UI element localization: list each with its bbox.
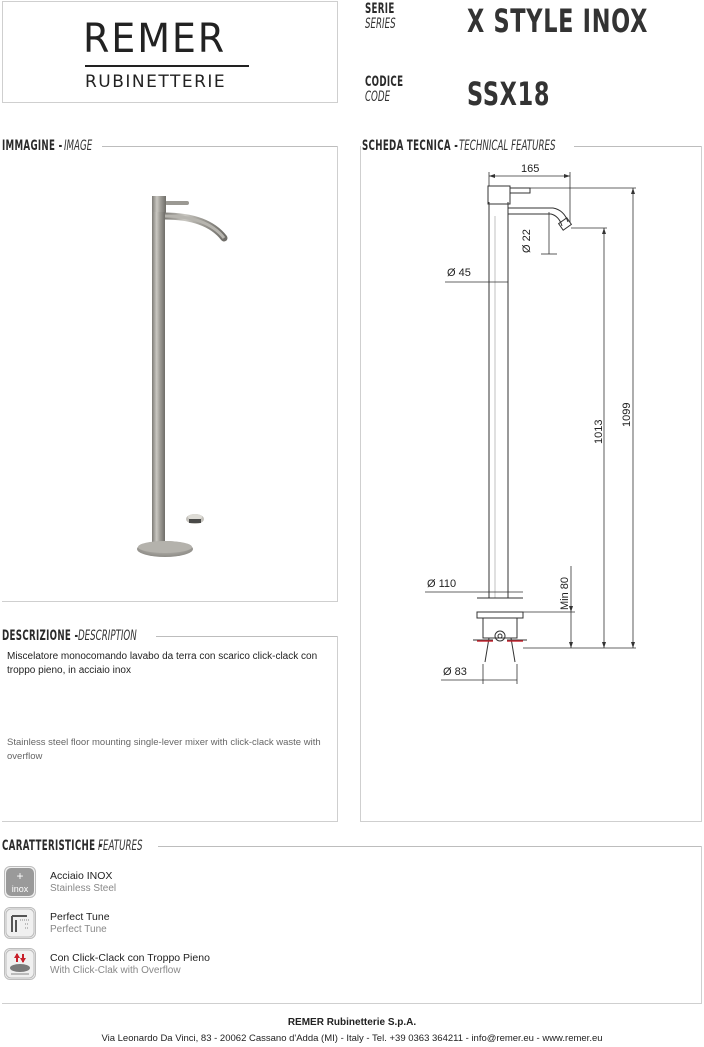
description-it: Miscelatore monocomando lavabo da terra con scarico click-clack con troppo pieno, in acciaio inox [7, 651, 318, 676]
description-box [2, 636, 338, 822]
dim-d110: Ø 110 [427, 578, 457, 590]
description-en: Stainless steel floor mounting single-lever mixer with click-clack waste with overflow [7, 737, 321, 762]
perfect-tune-icon [4, 907, 36, 939]
brand-subtitle: RUBINETTERIE [85, 72, 227, 92]
tech-label-en: TECHNICAL FEATURES [459, 138, 556, 154]
click-clack-icon [4, 948, 36, 980]
image-box [2, 146, 338, 602]
image-label: IMMAGINE - [2, 138, 63, 154]
tech-label: SCHEDA TECNICA - [362, 138, 459, 154]
codice-label: CODICE [365, 74, 404, 90]
serie-value: X STYLE INOX [467, 2, 649, 40]
brand-name: REMER [83, 16, 227, 62]
footer-company: REMER Rubinetterie S.p.A. [287, 1017, 417, 1028]
codice-label-en: CODE [365, 89, 391, 105]
features-label-en: FEATURES [98, 838, 143, 854]
dim-d45: Ø 45 [447, 267, 471, 279]
feature-title: Acciaio INOX [50, 870, 113, 882]
product-photo [2, 146, 338, 602]
inox-icon-text: inox [11, 884, 29, 894]
serie-label: SERIE [365, 1, 395, 17]
dim-d22: Ø 22 [521, 229, 533, 253]
dim-1013: 1013 [593, 419, 605, 444]
serie-label-en: SERIES [365, 16, 396, 32]
features-label: CARATTERISTICHE - [2, 838, 103, 854]
description-label-en: DESCRIPTION [78, 628, 137, 644]
features-box [2, 846, 702, 1004]
image-label-en: IMAGE [64, 138, 93, 154]
feature-subtitle: With Click-Clak with Overflow [50, 965, 181, 976]
codice-value: SSX18 [467, 75, 551, 113]
svg-text:+: + [16, 869, 24, 883]
brand-underline [85, 65, 249, 67]
tech-box [360, 146, 702, 822]
logo-box [2, 1, 338, 103]
dim-d83: Ø 83 [443, 666, 467, 678]
dim-1099: 1099 [621, 402, 633, 427]
description-label: DESCRIZIONE - [2, 628, 79, 644]
footer-address: Via Leonardo Da Vinci, 83 - 20062 Cassano d'Adda (MI) - Italy - Tel. +39 0363 364211 - info@remer.eu - www.remer.eu [101, 1033, 603, 1044]
dim-min80: Min 80 [559, 576, 571, 610]
feature-title: Perfect Tune [50, 911, 110, 923]
feature-title: Con Click-Clack con Troppo Pieno [50, 952, 210, 964]
feature-subtitle: Perfect Tune [50, 924, 107, 935]
inox-icon [4, 866, 36, 898]
feature-subtitle: Stainless Steel [50, 883, 117, 894]
dim-165: 165 [521, 163, 540, 175]
